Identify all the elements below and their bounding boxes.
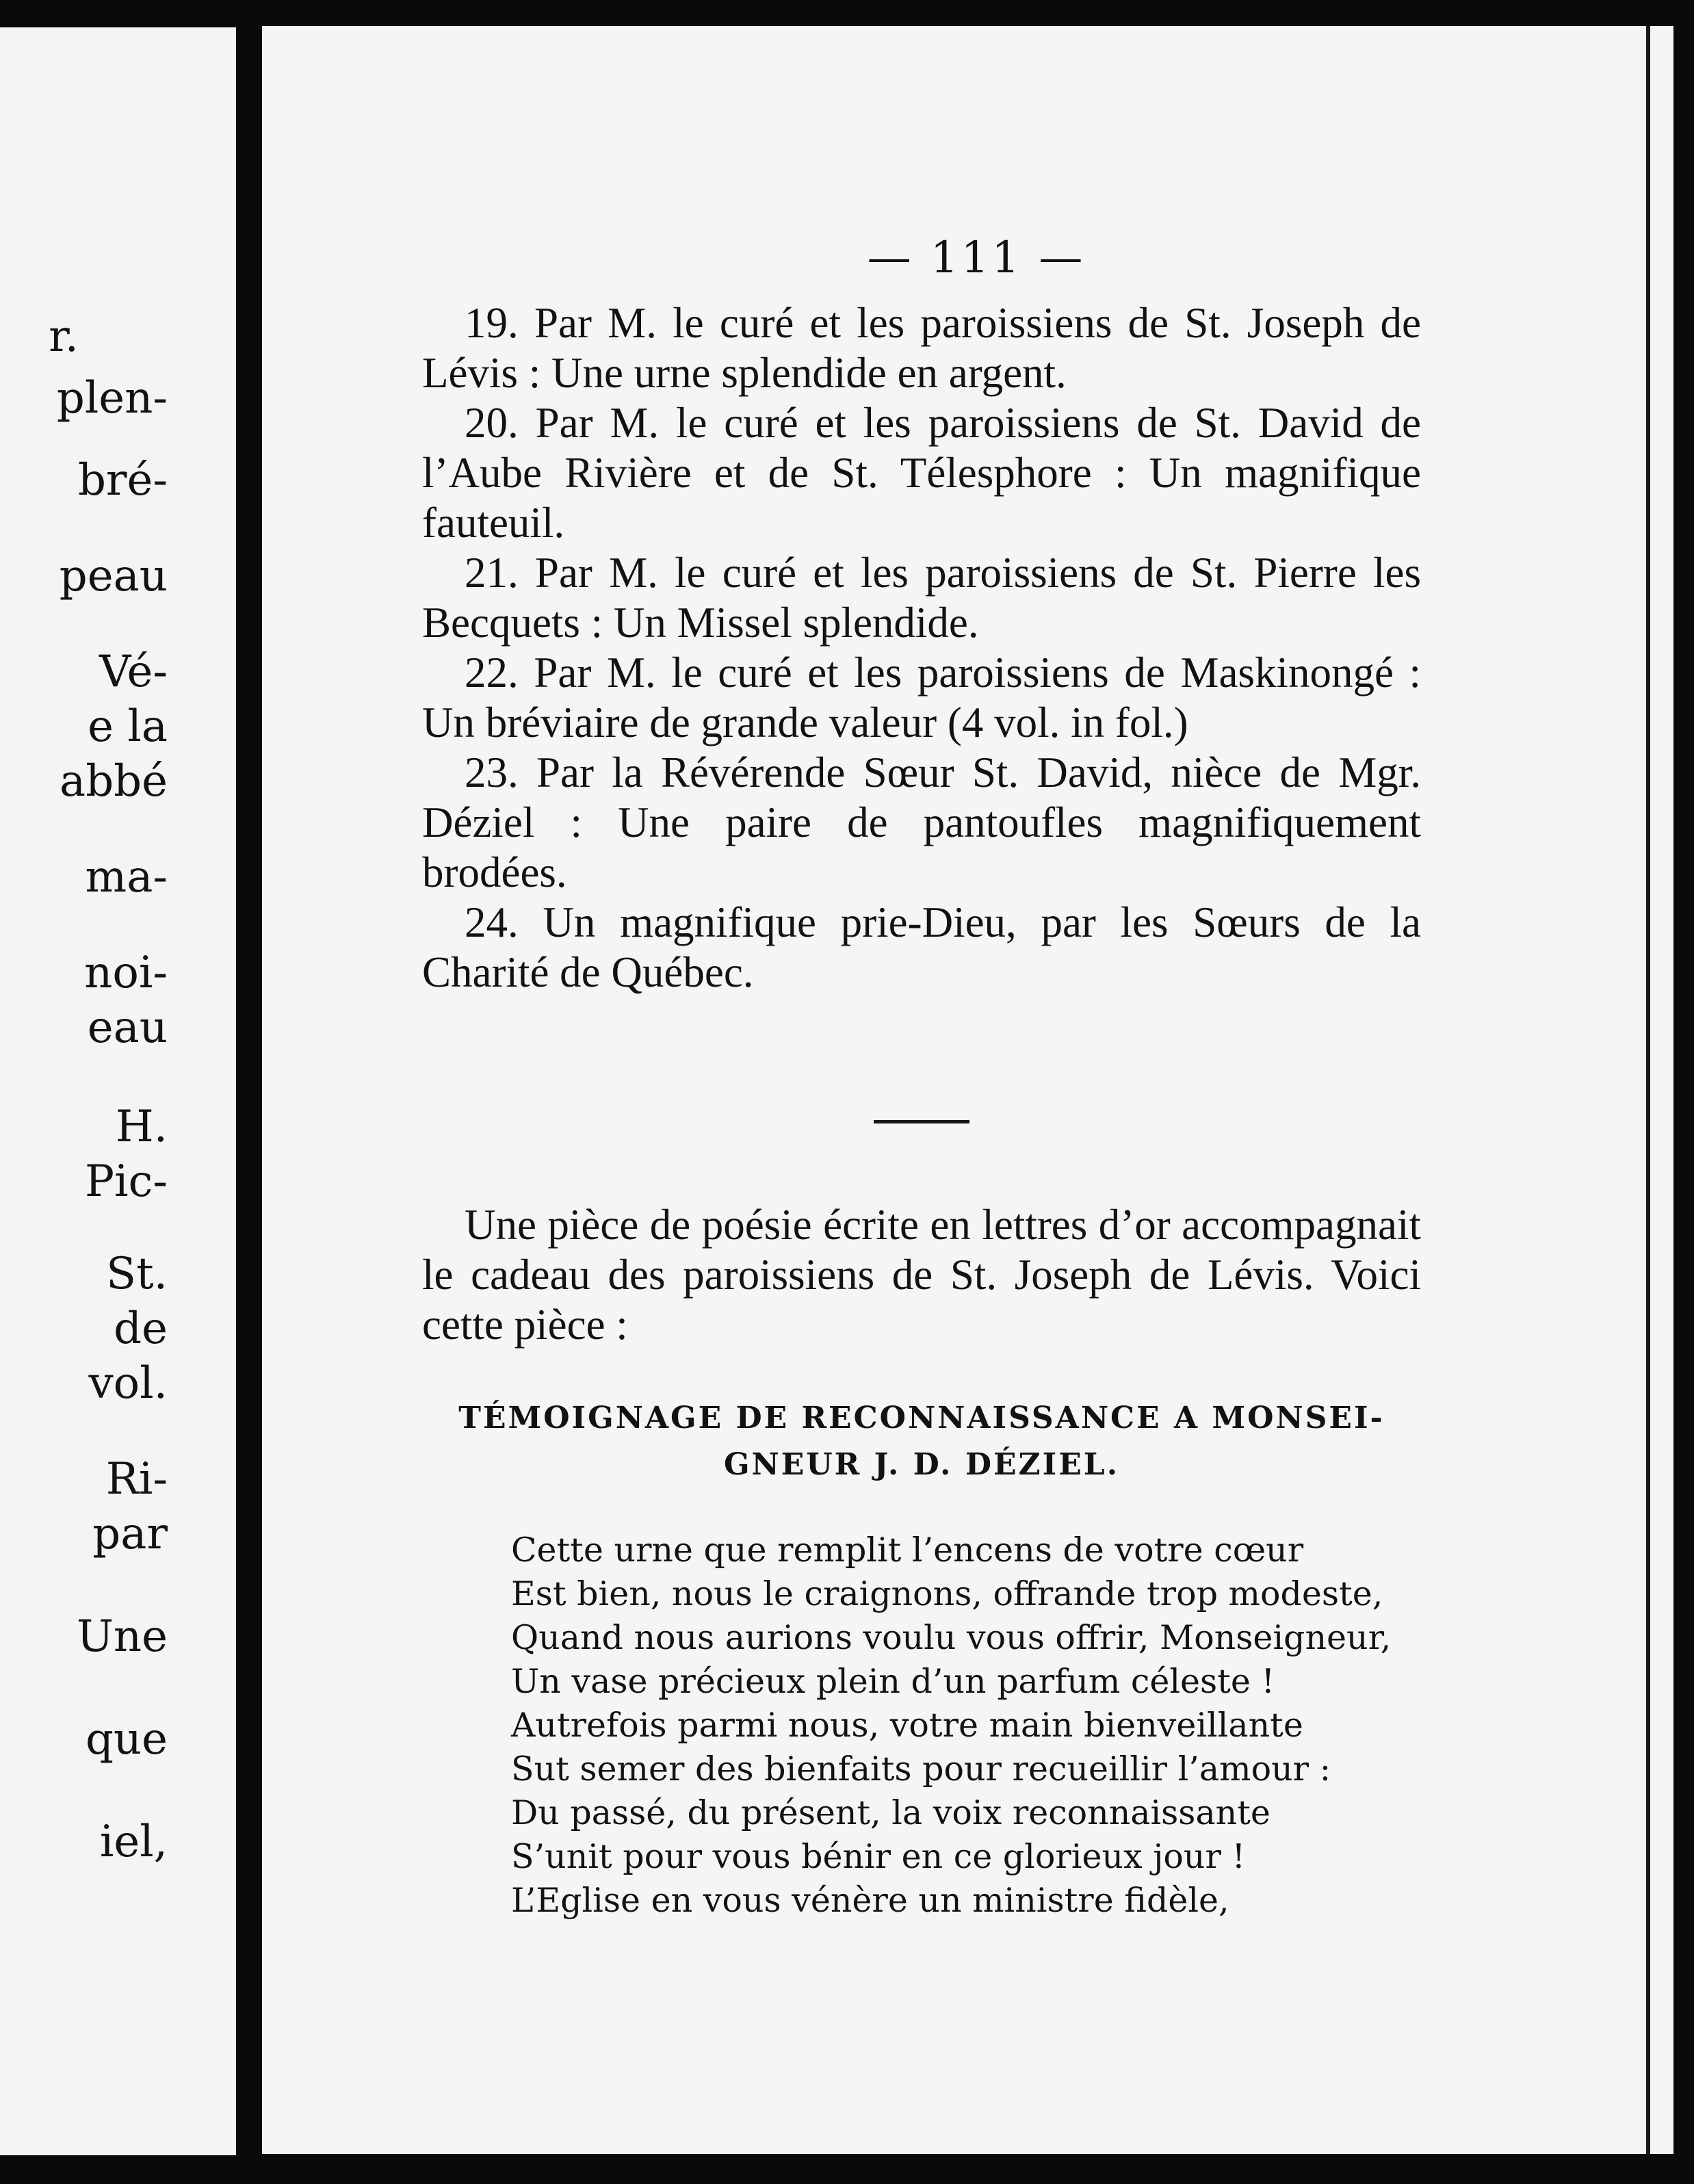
poem: [511, 1529, 1442, 1923]
poem-line: Est bien, nous le craignons, offrande trop modeste,: [511, 1574, 1383, 1613]
left-fragment: ma-: [85, 852, 168, 902]
poem-line: L’Eglise en vous vénère un ministre fidèle,: [511, 1881, 1229, 1920]
poem-title-line: TÉMOIGNAGE DE RECONNAISSANCE A MONSEI-: [458, 1401, 1385, 1435]
poem-title: [422, 1395, 1421, 1488]
list-item: 21. Par M. le curé et les paroissiens de St. Pierre les Becquets : Un Missel splendide.: [422, 549, 1421, 647]
left-fragment: r.: [49, 311, 79, 362]
list-item: 24. Un magnifique prie-Dieu, par les Sœurs de la Charité de Québec.: [422, 898, 1421, 996]
left-fragment: noi-: [84, 948, 168, 998]
list-item: 22. Par M. le curé et les paroissiens de Maskinongé : Un bréviaire de grande valeur (4 vol. in fol.): [422, 649, 1421, 746]
left-fragment: Ri-: [105, 1454, 168, 1505]
poem-line: Quand nous aurions voulu vous offrir, Monseigneur,: [511, 1618, 1392, 1657]
poem-title-line: GNEUR J. D. DÉZIEL.: [723, 1447, 1120, 1482]
section-divider: [874, 1120, 969, 1123]
poem-line: Du passé, du présent, la voix reconnaissante: [511, 1793, 1270, 1832]
poem-line: S’unit pour vous bénir en ce glorieux jour !: [511, 1837, 1246, 1876]
left-fragment: eau: [87, 1002, 168, 1053]
left-fragment: H.: [115, 1102, 168, 1152]
left-facing-page: [0, 27, 236, 2155]
page-edge-divider: [1646, 26, 1650, 2154]
poem-line: Sut semer des bienfaits pour recueillir l’amour :: [511, 1750, 1331, 1789]
left-fragment: abbé: [60, 756, 168, 807]
left-fragment: plen-: [56, 373, 168, 424]
poem-line: Cette urne que remplit l’encens de votre cœur: [511, 1531, 1304, 1570]
gift-list: [422, 298, 1421, 998]
left-fragment: que: [85, 1714, 168, 1765]
left-fragment: iel,: [99, 1817, 168, 1867]
left-fragment: St.: [106, 1249, 168, 1299]
poem-line: Un vase précieux plein d’un parfum céleste !: [511, 1662, 1275, 1701]
left-fragment: e la: [88, 701, 168, 752]
intro-paragraph: Une pièce de poésie écrite en lettres d’or accompagnait le cadeau des paroissiens de St. Joseph de Lévis. Voici cette pièce :: [422, 1201, 1421, 1349]
left-fragment: Vé-: [99, 647, 168, 697]
list-item: 23. Par la Révérende Sœur St. David, nièce de Mgr. Déziel : Une paire de pantoufles magnifiquement brodées.: [422, 749, 1421, 896]
left-fragment: Une: [76, 1611, 168, 1662]
left-fragment: peau: [59, 551, 168, 601]
left-fragment: par: [92, 1509, 168, 1559]
page-number: — 111 —: [867, 233, 1086, 283]
book-page: [262, 26, 1673, 2154]
left-fragment: vol.: [88, 1358, 168, 1409]
list-item: 19. Par M. le curé et les paroissiens de St. Joseph de Lévis : Une urne splendide en argent.: [422, 299, 1421, 397]
poem-line: Autrefois parmi nous, votre main bienveillante: [511, 1706, 1303, 1745]
left-fragment: de: [114, 1303, 168, 1354]
left-fragment: Pic-: [85, 1156, 168, 1207]
left-fragment: bré-: [77, 455, 168, 506]
page-content: [422, 64, 1572, 2117]
list-item: 20. Par M. le curé et les paroissiens de St. David de l’Aube Rivière et de St. Télesphore : Un magnifique fauteuil.: [422, 399, 1421, 547]
